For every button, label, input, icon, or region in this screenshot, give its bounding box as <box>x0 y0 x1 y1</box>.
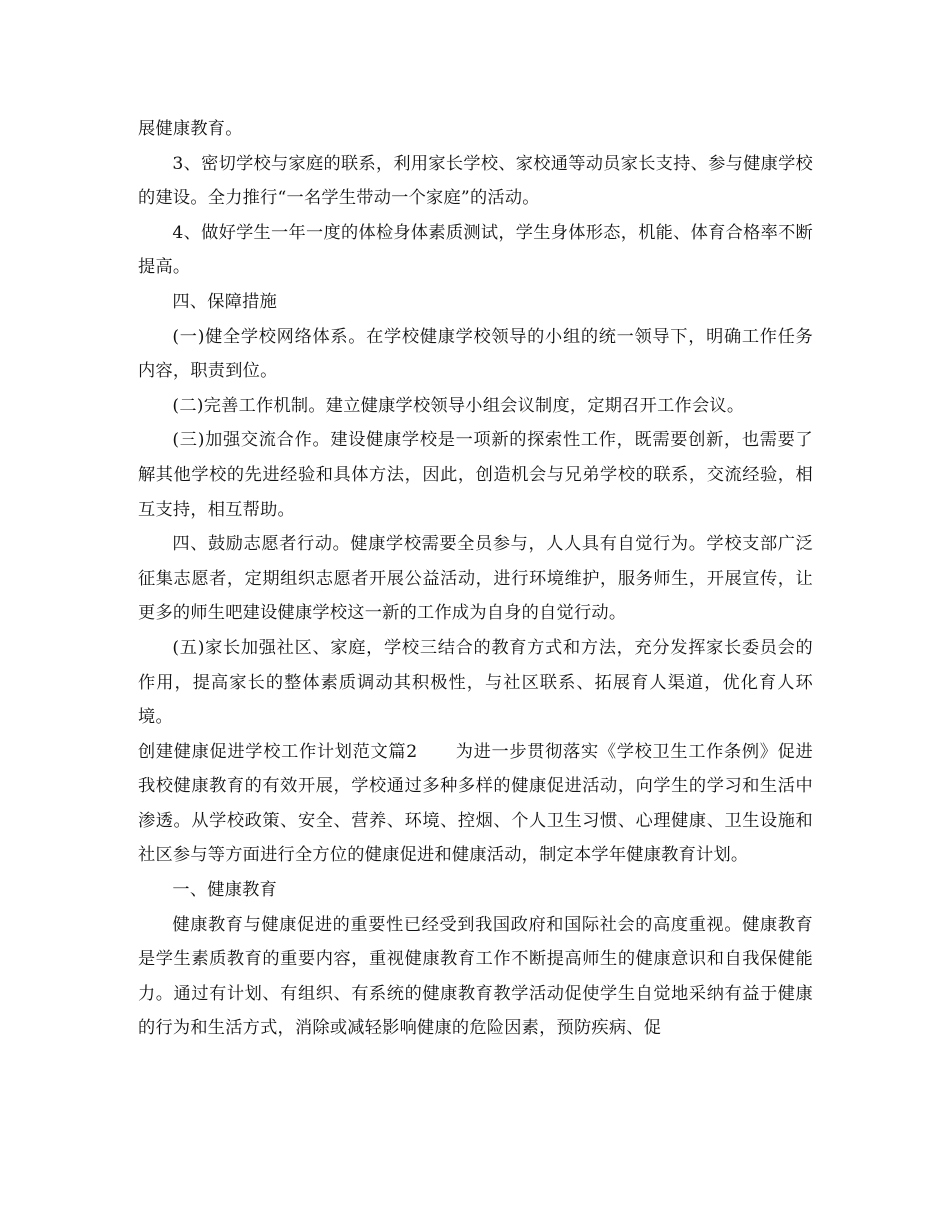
paragraph: 四、鼓励志愿者行动。健康学校需要全员参与，人人具有自觉行为。学校支部广泛征集志愿者，定期组织志愿者开展公益活动，进行环境维护，服务师生，开展宣传，让更多的师生吧建设健康学校这一新的工作成为自身的自觉行动。 <box>138 534 813 624</box>
section-heading: 一、健康教育 <box>172 880 278 901</box>
paragraph: 4、做好学生一年一度的体检身体素质测试，学生身体形态，机能、体育合格率不断提高。 <box>138 222 813 278</box>
paragraph: (二)完善工作机制。建立健康学校领导小组会议制度，定期召开工作会议。 <box>172 395 745 416</box>
section-heading: 四、保障措施 <box>172 291 278 312</box>
paragraph: 3、密切学校与家庭的联系，利用家长学校、家校通等动员家长支持、参与健康学校的建设。全力推行“一名学生带动一个家庭”的活动。 <box>138 153 813 209</box>
paragraph: (一)健全学校网络体系。在学校健康学校领导的小组的统一领导下，明确工作任务内容，职责到位。 <box>138 326 813 382</box>
paragraph: (三)加强交流合作。建设健康学校是一项新的探索性工作，既需要创新，也需要了解其他学校的先进经验和具体方法，因此，创造机会与兄弟学校的联系，交流经验，相互支持，相互帮助。 <box>138 430 813 520</box>
section-2-paragraph <box>138 735 813 873</box>
section-2-text: 为进一步贯彻落实《学校卫生工作条例》促进我校健康教育的有效开展，学校通过多种多样的健康促进活动，向学生的学习和生活中渗透。从学校政策、安全、营养、环境、控烟、个人卫生习惯、心理健康、卫生设施和社区参与等方面进行全方位的健康促进和健康活动，制定本学年健康教育计划。 <box>138 741 813 866</box>
paragraph: 展健康教育。 <box>138 119 243 139</box>
section-2-heading: 创建健康促进学校工作计划范文篇2 <box>138 741 418 762</box>
document-page <box>138 112 813 1046</box>
paragraph: (五)家长加强社区、家庭，学校三结合的教育方式和方法，充分发挥家长委员会的作用，提高家长的整体素质调动其积极性，与社区联系、拓展育人渠道，优化育人环境。 <box>138 637 813 728</box>
paragraph: 健康教育与健康促进的重要性已经受到我国政府和国际社会的高度重视。健康教育是学生素质教育的重要内容，重视健康教育工作不断提高师生的健康意识和自我保健能力。通过有计划、有组织、有系统的健康教育教学活动促使学生自觉地采纳有益于健康的行为和生活方式，消除或减轻影响健康的危险因素，预防疾病、促 <box>138 914 813 1039</box>
